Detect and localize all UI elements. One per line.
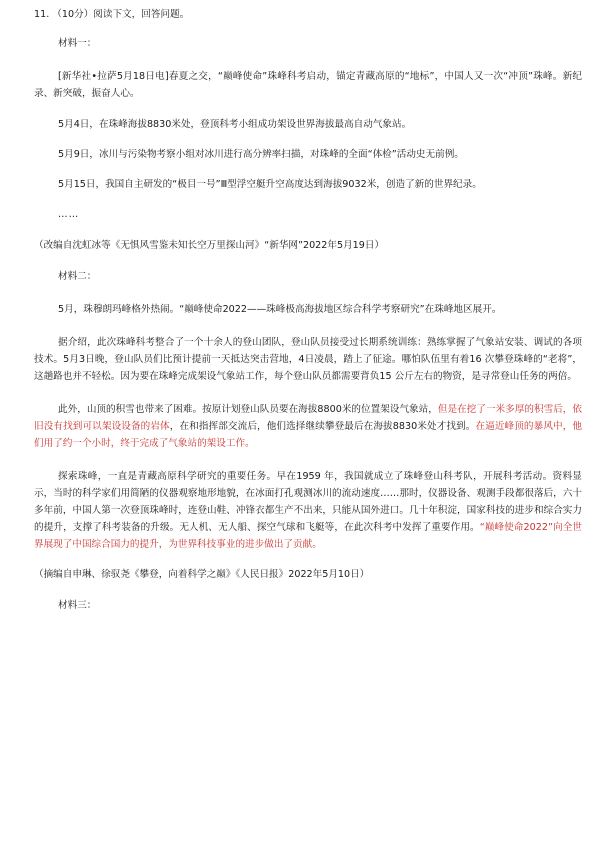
material-2-p3-highlight-2: 在逼近峰顶的暴风中，他们用了约一个小时，终于完成了气象站的架设工作。 <box>34 421 583 449</box>
material-2-p4-text: 探索珠峰，一直是青藏高原科学研究的重要任务。早在1959 年，我国就成立了珠峰登山科考队，开展科考活动。资料显示，当时的科学家们用简陋的仪器观察地形地貌，在冰面打孔观测冰川的流动速度……那时，仪器设备、观测手段都很落后，六十多年前，中国人第一次登顶珠峰时，连登山鞋、冲锋衣都生产不出来，只能从国外进口。几十年积淀，国家科技的进步和综合实力的提升，支撑了科考装备的升级。无人机、无人船、探空气球和飞艇等，在此次科考中发挥了重要作用。 <box>34 471 582 533</box>
material-1-source: （改编自沈虹冰等《无惧风雪鉴未知长空万里探山河》“新华网”2022年5月19日） <box>34 240 385 251</box>
material-2-paragraph-4 <box>34 468 582 553</box>
material-1-paragraph-3: 5月9日，冰川与污染物考察小组对冰川进行高分辨率扫描，对珠峰的全面“体检”活动史无前例。 <box>58 149 464 160</box>
material-2-paragraph-2: 据介绍，此次珠峰科考整合了一个十余人的登山团队，登山队员接受过长期系统训练：熟练掌握了气象站安装、调试的各项技术。5月3日晚，登山队员们比预计提前一天抵达突击营地，4日凌晨，踏上了征途。哪怕队伍里有着16 次攀登珠峰的“老将”，这趟路也并不轻松。因为要在珠峰完成架设气象站工作，每个登山队员都需要背负15 公斤左右的物资，是寻常登山任务的两倍。 <box>34 337 582 382</box>
material-3-label: 材料三： <box>58 600 97 611</box>
document-body <box>34 6 582 630</box>
material-1-ellipsis: …… <box>58 209 80 220</box>
material-1-paragraph-2: 5月4日，在珠峰海拔8830米处，登顶科考小组成功架设世界海拔最高自动气象站。 <box>58 119 412 130</box>
material-2-label: 材料二： <box>58 271 97 282</box>
material-2-source: （摘编自申琳、徐驭尧《攀登，向着科学之巅》《人民日报》2022年5月10日） <box>34 569 370 580</box>
material-1-paragraph-4: 5月15日，我国自主研发的“极目一号”Ⅲ型浮空艇升空高度达到海拔9032米，创造了新的世界纪录。 <box>58 179 482 190</box>
question-header: 11. （10分）阅读下文，回答问题。 <box>34 9 190 20</box>
material-2-p4-highlight: “巅峰使命2022”向全世界展现了中国综合国力的提升，为世界科技事业的进步做出了贡献。 <box>34 522 582 550</box>
material-1-label: 材料一： <box>58 38 97 49</box>
material-2-p3-text-a: 此外，山顶的积雪也带来了困难。按原计划登山队员要在海拔8800米的位置架设气象站， <box>58 404 438 415</box>
material-2-paragraph-1: 5月，珠穆朗玛峰格外热闹。“巅峰使命2022——珠峰极高海拔地区综合科学考察研究”在珠峰地区展开。 <box>58 304 502 315</box>
material-1-paragraph-1: [新华社•拉萨5月18日电]春夏之交，“巅峰使命”珠峰科考启动，锚定青藏高原的“地标”，中国人又一次“冲顶”珠峰。新纪录、新突破，振奋人心。 <box>34 71 582 99</box>
material-2-p3-highlight-1: 但是在挖了一米多厚的积雪后，依旧没有找到可以架设设备的岩体 <box>34 404 583 432</box>
material-2-paragraph-3 <box>34 401 582 452</box>
material-2-p3-text-c: ，在和指挥部交流后，他们选择继续攀登最后在海拔8830米处才找到。 <box>169 421 476 432</box>
